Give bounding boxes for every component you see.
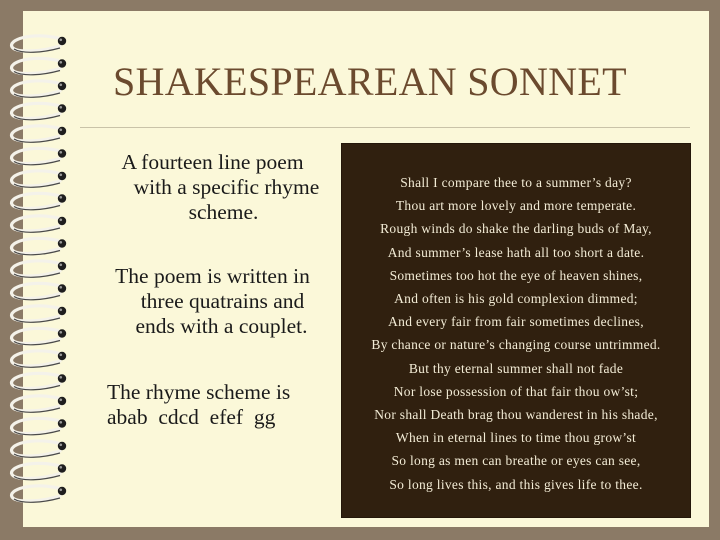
sonnet-line: So long as men can breathe or eyes can see,	[391, 453, 641, 469]
sonnet-line: Nor lose possession of that fair thou ow’st;	[393, 383, 639, 399]
sonnet-line: And every fair from fair sometimes declines,	[388, 314, 644, 330]
sonnet-line: And summer’s lease hath all too short a date.	[387, 244, 645, 260]
description-paragraph-3	[90, 380, 335, 430]
sonnet-text	[341, 171, 691, 496]
description-line: The poem is written in	[115, 264, 310, 288]
sonnet-line: So long lives this, and this gives life to thee.	[389, 476, 643, 492]
sonnet-line: And often is his gold complexion dimmed;	[394, 291, 638, 307]
sonnet-line: Shall I compare thee to a summer’s day?	[400, 175, 632, 190]
description-paragraph-1	[90, 150, 335, 225]
description-line: three quatrains and	[140, 289, 305, 313]
sonnet-line: Nor shall Death brag thou wanderest in his shade,	[374, 407, 658, 423]
sonnet-line: Thou art more lovely and more temperate.	[395, 198, 637, 214]
sonnet-line: By chance or nature’s changing course untrimmed.	[371, 337, 661, 353]
sonnet-line: Sometimes too hot the eye of heaven shines,	[389, 267, 643, 283]
description-line: ends with a couplet.	[135, 314, 308, 338]
slide-title: SHAKESPEAREAN SONNET	[113, 59, 627, 104]
description-line: The rhyme scheme is	[107, 380, 291, 404]
spiral-binding-icon	[0, 0, 80, 540]
description-line: A fourteen line poem	[121, 150, 304, 174]
description-paragraph-2	[90, 264, 335, 339]
sonnet-line: Rough winds do shake the darling buds of May,	[380, 221, 652, 237]
sonnet-box	[341, 143, 691, 518]
sonnet-line: When in eternal lines to time thou grow’st	[395, 430, 637, 446]
title-divider	[80, 127, 690, 128]
rhyme-scheme-line: abab cdcd efef gg	[107, 405, 276, 429]
sonnet-line: But thy eternal summer shall not fade	[408, 360, 624, 376]
description-line: with a specific rhyme	[133, 175, 320, 199]
description-line: scheme.	[188, 200, 259, 224]
